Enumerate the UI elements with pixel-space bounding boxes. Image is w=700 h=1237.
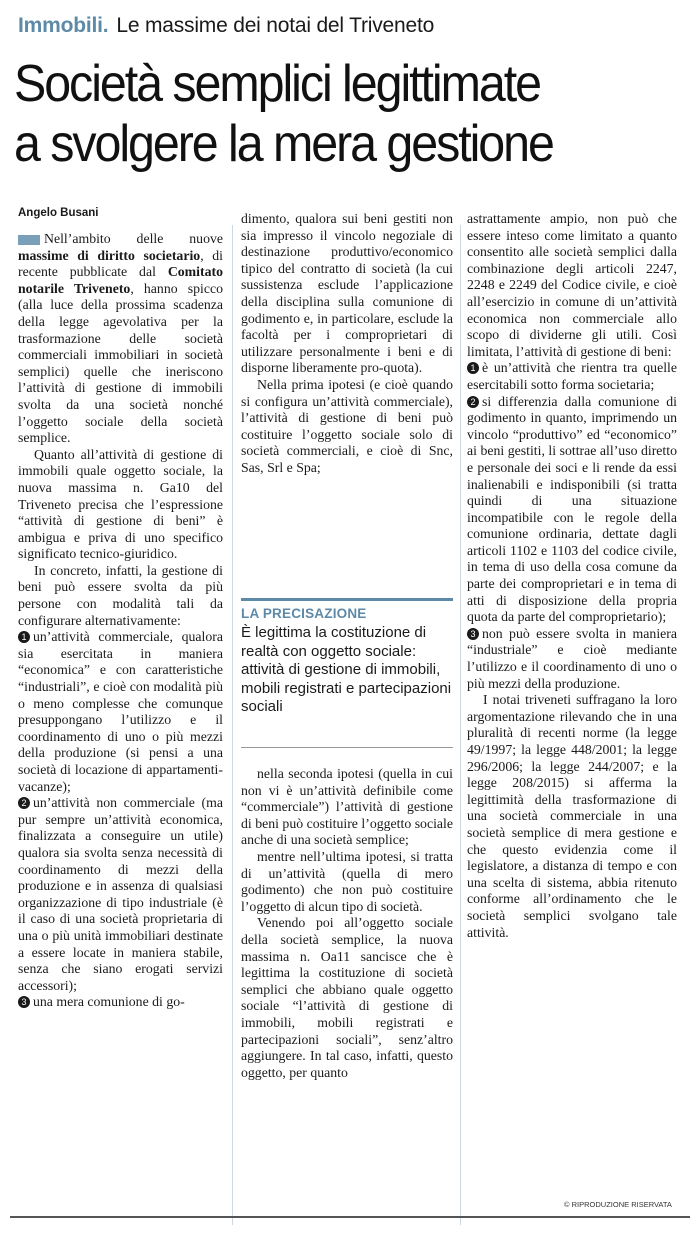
number-2-icon: 2 <box>18 797 30 809</box>
list-item: 1 un’attività commerciale, qualora sia esercitata in maniera “economica” e con caratteristiche “industriali”, e cioè con modalità più o meno complesse che comunque presuppongano l’utilizzo e il coordinamento di uno o più mezzi della produzione (si pensi a una società di locazione di appartamenti-vacanze); <box>18 629 223 794</box>
number-3-icon: 3 <box>18 996 30 1008</box>
headline-line-1: Società semplici legittimate <box>14 55 540 113</box>
section-label: Immobili. <box>18 14 109 37</box>
paragraph: Nella prima ipotesi (e cioè quando si configura un’attività commerciale), l’attività di gestione di beni può costituire l’oggetto sociale solo di società commerciali, e cioè di Snc, Sas, Srl e Spa; <box>241 376 453 475</box>
paragraph: dimento, qualora sui beni gestiti non sia impresso il vincolo negoziale di destinazione produttivo/economico tipico del contratto di società (la cui sussistenza esclude l’applicazione della disciplina sulla comunione di godimento e, in particolare, esclude la facoltà per i comproprietari di utilizzare personalmente i beni e di disporne liberamente pro-quota). <box>241 211 453 376</box>
paragraph: Nell’ambito delle nuove massime di diritto societario, di recente pubblicate dal Comitato notarile Triveneto, hanno spicco (alla luce della prossima scadenza della legge agevolativa per la trasformazione delle società commerciali immobiliari in società semplici) quelle che ineriscono l’attività di gestione di immobili svolta da una società nonché l’oggetto sociale della società semplice. <box>18 231 223 446</box>
copyright-notice: © RIPRODUZIONE RISERVATA <box>564 1200 672 1209</box>
number-1-icon: 1 <box>467 362 479 374</box>
highlight-box <box>241 598 453 717</box>
section-kicker <box>18 14 434 38</box>
paragraph: I notai triveneti suffragano la loro argomentazione rilevando che in una pluralità di recenti norme (la legge 49/1997; la legge 448/2001; la legge 296/2006; la legge 244/2007; e la legge 208/2015) si afferma la legittimità della trasformazione di una società commerciale in una società semplice di mera gestione e che questo evidenzia come il legislatore, a distanza di tempo e con una scelta di sistema, abbia ritenuto conforme all’ordinamento che le società semplici svolgano tale attività. <box>467 692 677 940</box>
byline: Angelo Busani <box>18 207 99 219</box>
paragraph: Venendo poi all’oggetto sociale della società semplice, la nuova massima n. Oa11 sancisce che è legittima la costituzione di società semplici che abbiano quale oggetto sociale “l’attività di gestione di immobili, mobili registrati e partecipazioni sociali”, senz’altro aggiungere. In tal caso, infatti, questo oggetto, per quanto <box>241 915 453 1080</box>
list-item: 3 una mera comunione di go- <box>18 994 223 1011</box>
column-divider <box>232 225 233 1225</box>
box-text: È legittima la costituzione di realtà con oggetto sociale: attività di gestione di immobili, mobili registrati e partecipazioni sociali <box>241 624 452 715</box>
box-bottom-rule <box>241 747 453 748</box>
paragraph: astrattamente ampio, non può che essere inteso come limitato a quanto consentito alle società semplici dalla combinazione degli articoli 2247, 2248 e 2249 del Codice civile, e cioè all’esercizio in comune di un’attività economica non commerciale allo scopo di dividerne gli utili. Così limitata, l’attività di gestione di beni: <box>467 211 677 359</box>
paragraph: Quanto all’attività di gestione di immobili quale oggetto sociale, la nuova massima n. Ga10 del Triveneto precisa che l’espressione “attività di gestione di beni” è ambigua e priva di uno specifico significato tecnico-giuridico. <box>18 446 223 562</box>
list-item: 3 non può essere svolta in maniera “industriale” e cioè mediante l’utilizzo e il coordinamento di uno o più mezzi della produzione. <box>467 625 677 691</box>
column-1 <box>18 231 223 1011</box>
kicker-subtitle: Le massime dei notai del Triveneto <box>116 14 435 37</box>
lead-square-icon <box>18 235 40 245</box>
number-1-icon: 1 <box>18 631 30 643</box>
paragraph: mentre nell’ultima ipotesi, si tratta di un’attività (quella di mero godimento) che non può costituire l’oggetto di alcun tipo di società. <box>241 848 453 914</box>
paragraph: In concreto, infatti, la gestione di beni può essere svolta da più persone con modalità tali da configurare alternativamente: <box>18 562 223 628</box>
column-3 <box>467 211 677 941</box>
column-2-bottom <box>241 766 453 1081</box>
headline <box>14 54 646 174</box>
list-item: 2 si differenzia dalla comunione di godimento in quanto, imprimendo un vincolo “produttivo” ed “economico” ai beni gestiti, li sottrae all’uso diretto e personale dei soci e li rende da essi inalienabili e indisponibili (si tratta quindi di una situazione incompatibile con le regole della comunione ordinaria, dettate dagli articoli 1102 e 1103 del codice civile, in tema di uso della cosa comune da parte dei comproprietari e in tema di atti di disposizione della propria quota da parte del comproprietario); <box>467 393 677 625</box>
list-item: 2 un’attività non commerciale (ma pur sempre un’attività economica, finalizzata a conseguire un utile) qualora sia svolta senza necessità di coordinamento di mezzi della produzione e in assenza di qualsiasi organizzazione di tipo industriale (è il caso di una società proprietaria di una o più unità immobiliari destinate a essere locate in maniera stabile, senza che siano erogati servizi accessori); <box>18 795 223 993</box>
number-2-icon: 2 <box>467 396 479 408</box>
list-item: 1 è un’attività che rientra tra quelle esercitabili sotto forma societaria; <box>467 360 677 392</box>
column-divider <box>460 225 461 1225</box>
column-2-top <box>241 211 453 477</box>
paragraph: nella seconda ipotesi (quella in cui non vi è un’attività definibile come “commerciale”) l’attività di gestione di beni può costituire l’oggetto sociale anche di una società semplice; <box>241 766 453 848</box>
footer-rule <box>10 1216 690 1218</box>
headline-line-2: a svolgere la mera gestione <box>14 115 553 173</box>
box-title: LA PRECISAZIONE <box>241 606 367 621</box>
number-3-icon: 3 <box>467 628 479 640</box>
